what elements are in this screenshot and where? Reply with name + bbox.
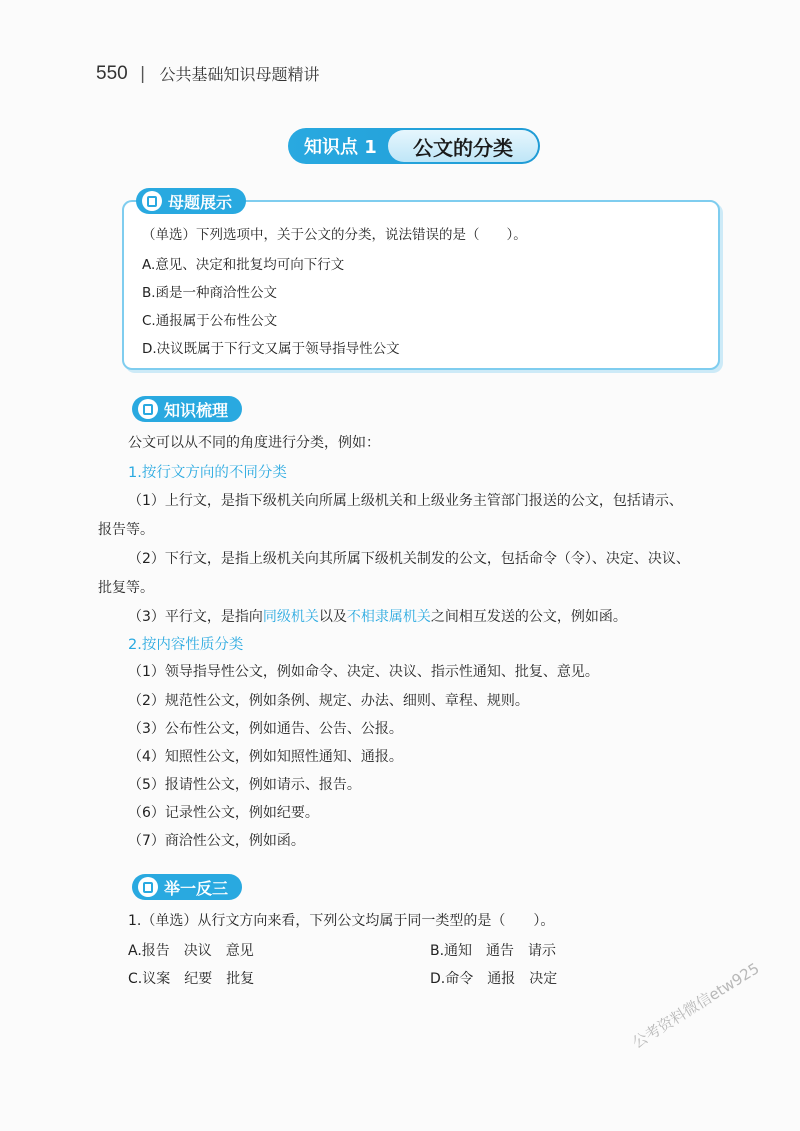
knowledge-point-banner <box>288 128 540 164</box>
book-icon <box>142 191 162 211</box>
knowledge-point-title: 公文的分类 <box>388 130 538 162</box>
knowledge-line: 批复等。 <box>98 580 154 596</box>
knowledge-line: （1）上行文，是指下级机关向所属上级机关和上级业务主管部门报送的公文，包括请示、 <box>128 493 683 509</box>
section-tab-example <box>136 188 246 214</box>
knowledge-line: （2）下行文，是指上级机关向其所属下级机关制发的公文，包括命令（令）、决定、决议、 <box>128 551 690 567</box>
nature-item: （1）领导指导性公文，例如命令、决定、决议、指示性通知、批复、意见。 <box>128 664 599 680</box>
highlight-term: 同级机关 <box>262 609 319 625</box>
text-span: （3）平行文，是指向 <box>128 609 263 625</box>
example-option: B.函是一种商洽性公文 <box>142 285 278 301</box>
knowledge-point-label: 知识点 1 <box>304 137 377 158</box>
knowledge-line: 报告等。 <box>98 522 154 538</box>
header-divider: | <box>139 63 146 84</box>
book-title: 公共基础知识母题精讲 <box>159 65 320 84</box>
watermark: 公考资料微信etw925 <box>629 959 763 1052</box>
practice-option: A.报告 决议 意见 <box>128 943 254 959</box>
book-icon <box>138 399 158 419</box>
nature-item: （4）知照性公文，例如知照性通知、通报。 <box>128 749 403 765</box>
practice-option: C.议案 纪要 批复 <box>128 971 255 987</box>
example-option: A.意见、决定和批复均可向下行文 <box>142 257 345 273</box>
text-span: 之间相互发送的公文，例如函。 <box>430 609 627 625</box>
example-stem: （单选）下列选项中，关于公文的分类，说法错误的是（ ）。 <box>142 227 527 243</box>
nature-item: （5）报请性公文，例如请示、报告。 <box>128 777 361 793</box>
nature-item: （7）商洽性公文，例如函。 <box>128 833 305 849</box>
section-tab-label: 母题展示 <box>168 192 233 212</box>
knowledge-heading: 2.按内容性质分类 <box>128 637 244 653</box>
example-option: C.通报属于公布性公文 <box>142 313 278 329</box>
knowledge-intro: 公文可以从不同的角度进行分类，例如： <box>128 435 380 451</box>
page-number: 550 <box>96 62 128 84</box>
book-icon <box>138 877 158 897</box>
practice-option: D.命令 通报 决定 <box>430 971 558 987</box>
page-header <box>96 62 319 85</box>
knowledge-line <box>128 606 627 626</box>
highlight-term: 不相隶属机关 <box>346 609 431 625</box>
section-tab-label: 知识梳理 <box>164 400 229 420</box>
section-tab-practice <box>132 874 242 900</box>
example-option: D.决议既属于下行文又属于领导指导性公文 <box>142 341 400 357</box>
section-tab-knowledge <box>132 396 242 422</box>
nature-item: （3）公布性公文，例如通告、公告、公报。 <box>128 721 403 737</box>
nature-item: （2）规范性公文，例如条例、规定、办法、细则、章程、规则。 <box>128 693 529 709</box>
text-span: 以及 <box>318 609 347 625</box>
knowledge-heading: 1.按行文方向的不同分类 <box>128 465 287 481</box>
section-tab-label: 举一反三 <box>164 878 229 898</box>
practice-stem: 1.（单选）从行文方向来看，下列公文均属于同一类型的是（ ）。 <box>128 913 555 929</box>
nature-item: （6）记录性公文，例如纪要。 <box>128 805 319 821</box>
practice-option: B.通知 通告 请示 <box>430 943 557 959</box>
